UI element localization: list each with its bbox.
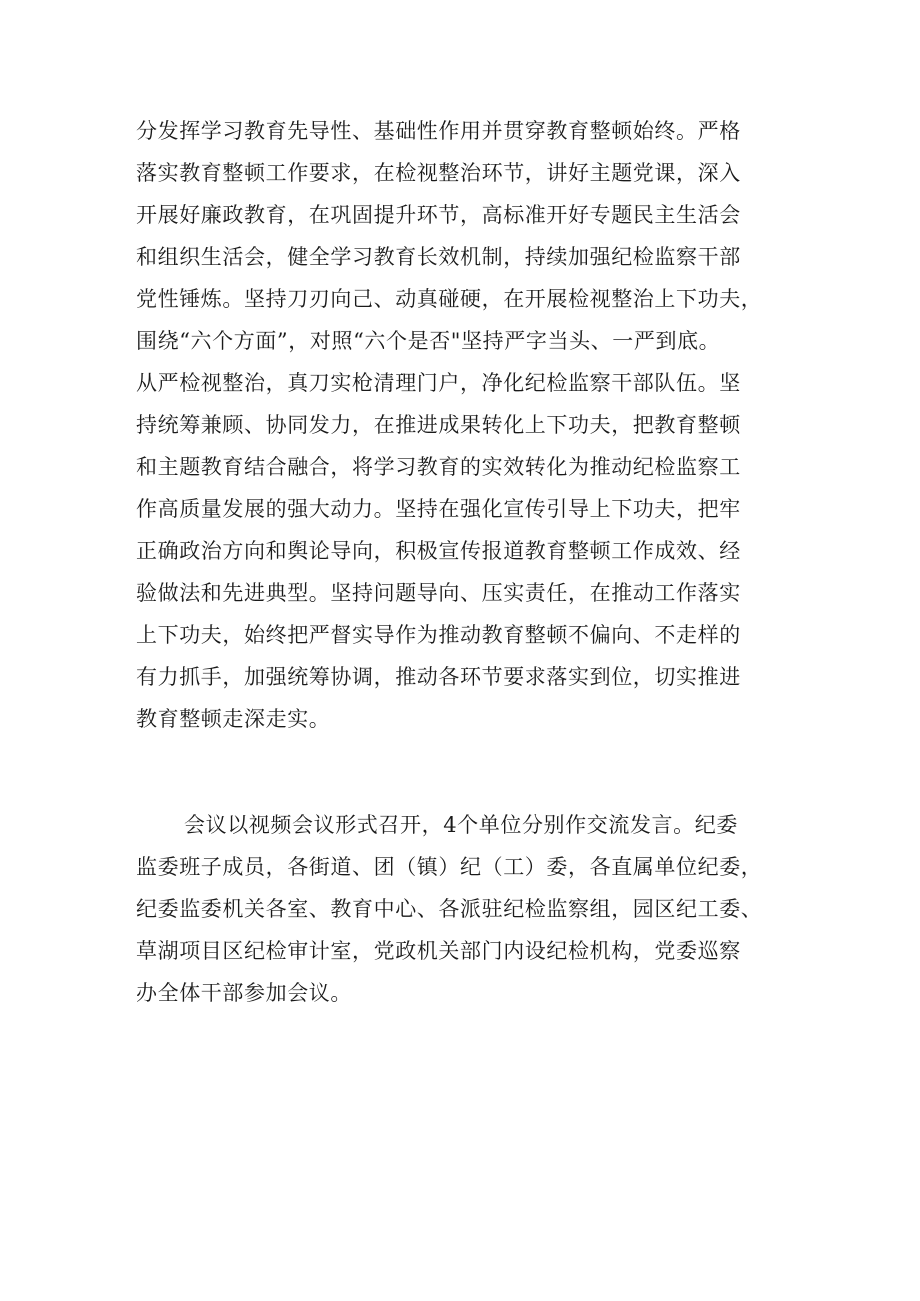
paragraph-line: 纪委监委机关各室、教育中心、各派驻纪检监察组，园区纪工委、: [136, 897, 763, 921]
paragraph-line: 正确政治方向和舆论导向，积极宣传报道教育整顿工作成效、经: [136, 539, 741, 563]
paragraph-line: 监委班子成员，各街道、团（镇）纪（工）委，各直属单位纪委，: [136, 855, 763, 879]
paragraph-line: 从严检视整治，真刀实枪清理门户，净化纪检监察干部队伍。坚: [136, 371, 741, 395]
paragraph-line: 党性锤炼。坚持刀刃向己、动真碰硬，在开展检视整治上下功夫，: [136, 287, 763, 311]
paragraph-1: [136, 110, 796, 740]
paragraph-line: 落实教育整顿工作要求，在检视整治环节，讲好主题党课，深入: [136, 161, 741, 185]
paragraph-line: 作高质量发展的强大动力。坚持在强化宣传引导上下功夫，把牢: [136, 497, 741, 521]
paragraph-line: 分发挥学习教育先导性、基础性作用并贯穿教育整顿始终。严格: [136, 119, 741, 143]
paragraph-line: 上下功夫，始终把严督实导作为推动教育整顿不偏向、不走样的: [136, 623, 741, 647]
paragraph-line: 验做法和先进典型。坚持问题导向、压实责任，在推动工作落实: [136, 581, 741, 605]
paragraph-2: [136, 804, 796, 1014]
paragraph-line: 办全体干部参加会议。: [136, 981, 352, 1005]
paragraph-line: 围绕“六个方面”，对照“六个是否"坚持严字当头、一严到底。: [136, 329, 721, 353]
paragraph-line: 持统筹兼顾、协同发力，在推进成果转化上下功夫，把教育整顿: [136, 413, 741, 437]
paragraph-line: 会议以视频会议形式召开，4个单位分别作交流发言。纪委: [184, 813, 738, 837]
paragraph-line: 开展好廉政教育，在巩固提升环节，高标准开好专题民主生活会: [136, 203, 741, 227]
paragraph-line: 草湖项目区纪检审计室，党政机关部门内设纪检机构，党委巡察: [136, 939, 741, 963]
paragraph-line: 教育整顿走深走实。: [136, 707, 331, 731]
paragraph-line: 有力抓手，加强统筹协调，推动各环节要求落实到位，切实推进: [136, 665, 741, 689]
paragraph-line: 和主题教育结合融合，将学习教育的实效转化为推动纪检监察工: [136, 455, 741, 479]
paragraph-line: 和组织生活会，健全学习教育长效机制，持续加强纪检监察干部: [136, 245, 741, 269]
